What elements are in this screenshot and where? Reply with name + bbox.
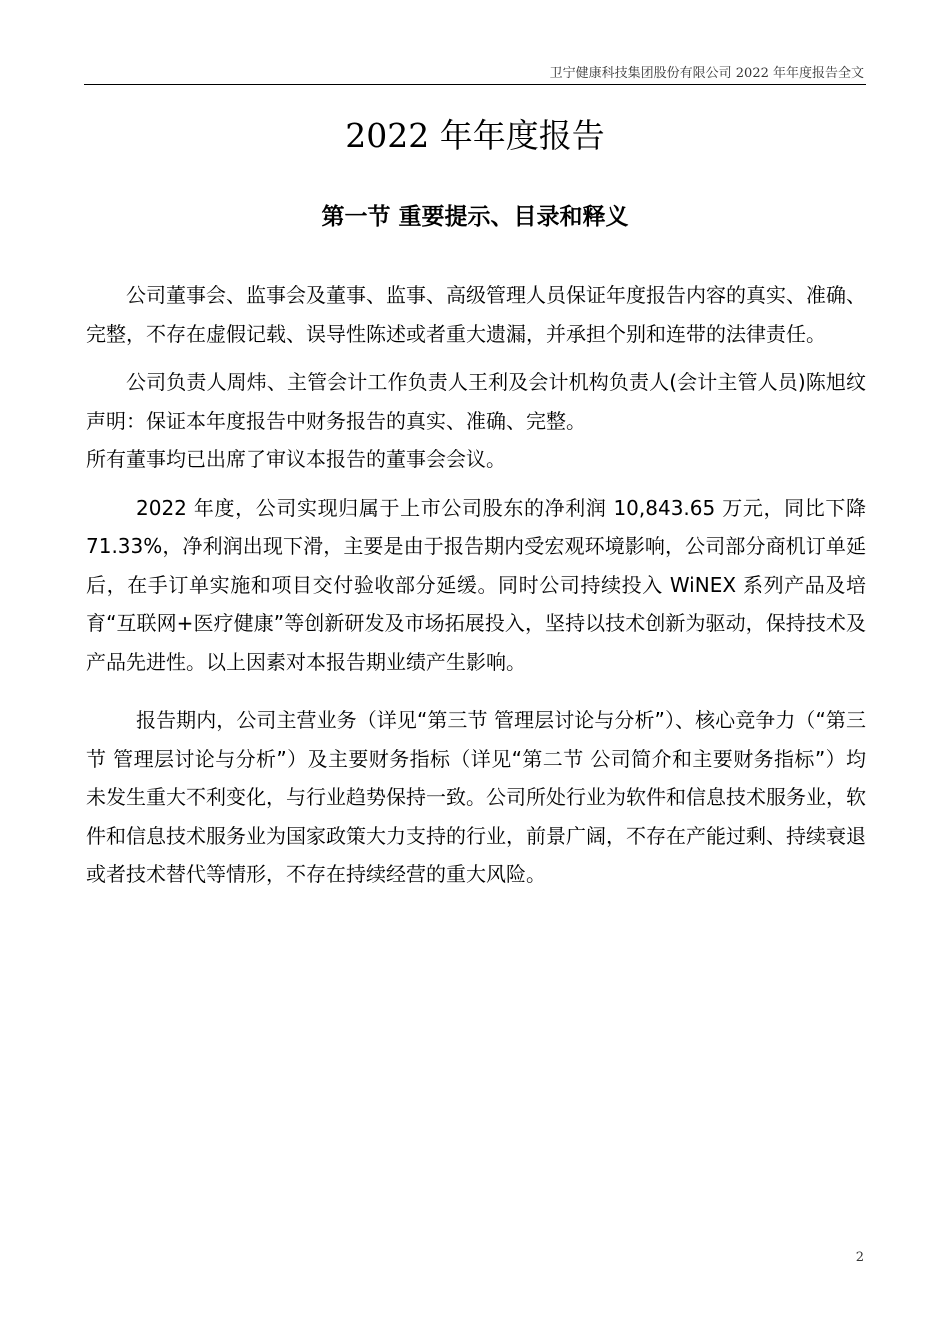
paragraph-business-status: 报告期内，公司主营业务（详见“第三节 管理层讨论与分析”）、核心竞争力（“第三节 管理层讨论与分析”）及主要财务指标（详见“第二节 公司简介和主要财务指标”）均未发生重大不利变化，与行业趋势保持一致。公司所处行业为软件和信息技术服务业，软件和信息技术服务业为国家政策大力支持的行业，前景广阔，不存在产能过剩、持续衰退或者技术替代等情形，不存在持续经营的重大风险。 [86,708,866,886]
page-number: 2 [855,1250,864,1265]
running-header: 卫宁健康科技集团股份有限公司 2022 年年度报告全文 [549,66,864,81]
paragraph-board-attendance: 所有董事均已出席了审议本报告的董事会会议。 [86,447,506,471]
report-body [86,276,866,894]
paragraph-officer-statement: 公司负责人周炜、主管会计工作负责人王利及会计机构负责人(会计主管人员)陈旭纹声明：保证本年度报告中财务报告的真实、准确、完整。 [86,370,866,433]
paragraph-board-guarantee: 公司董事会、监事会及董事、监事、高级管理人员保证年度报告内容的真实、准确、完整，不存在虚假记载、误导性陈述或者重大遗漏，并承担个别和连带的法律责任。 [86,283,866,346]
report-title: 2022 年年度报告 [345,116,605,155]
section-title: 第一节 重要提示、目录和释义 [321,204,629,230]
header-divider [84,84,866,85]
paragraph-net-profit: 2022 年度，公司实现归属于上市公司股东的净利润 10,843.65 万元，同比下降 71.33%，净利润出现下滑，主要是由于报告期内受宏观环境影响，公司部分商机订单延后，在手订单实施和项目交付验收部分延缓。同时公司持续投入 WiNEX 系列产品及培育“互联网+医疗健康”等创新研发及市场拓展投入，坚持以技术创新为驱动，保持技术及产品先进性。以上因素对本报告期业绩产生影响。 [86,495,866,674]
